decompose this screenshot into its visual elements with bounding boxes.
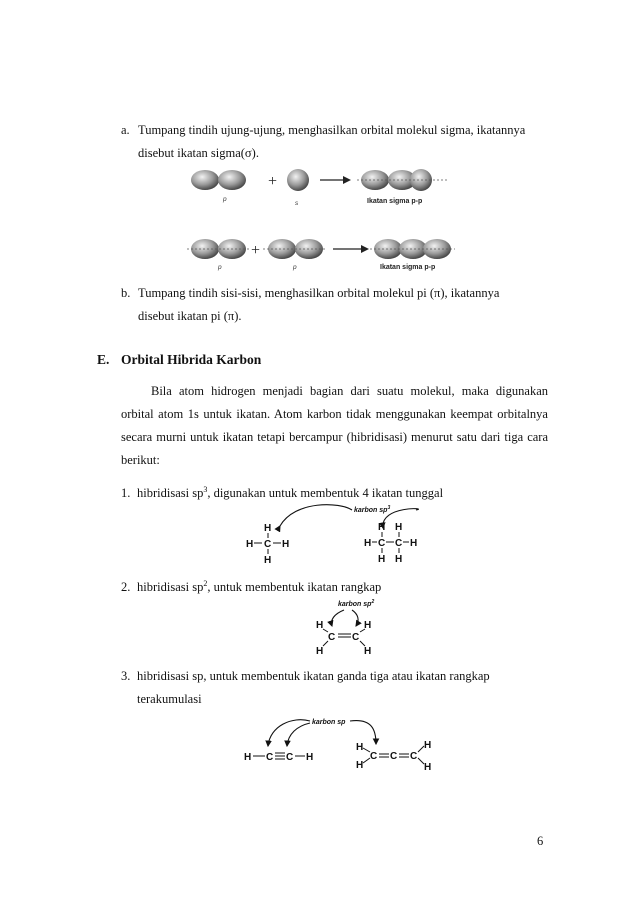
sp3-structure bbox=[240, 500, 480, 570]
list-text-pre: hibridisasi sp bbox=[137, 486, 204, 501]
list-item-2 bbox=[121, 576, 381, 595]
sigma-bond-result-1 bbox=[357, 169, 447, 191]
p-orbital-3 bbox=[263, 239, 327, 259]
svg-text:C: C bbox=[286, 752, 294, 763]
label-karbon-sp2: karbon $sp^2$ bbox=[338, 599, 375, 608]
paragraph-line-1: Bila atom hidrogen menjadi bagian dari suatu molekul, maka digunakan bbox=[151, 384, 548, 398]
svg-text:H: H bbox=[356, 742, 364, 753]
list-text: hibridisasi sp, untuk membentuk ikatan ganda tiga atau ikatan rangkap bbox=[137, 669, 490, 683]
plus-sign: + bbox=[268, 173, 278, 190]
label-sigma-pp-2: Ikatan sigma p-p bbox=[380, 264, 436, 271]
item-b-line1: Tumpang tindih sisi-sisi, menghasilkan orbital molekul pi (π), ikatannya bbox=[138, 286, 500, 300]
svg-text:H: H bbox=[306, 752, 314, 763]
label-karbon-sp3: karbon $sp^3$ bbox=[354, 505, 391, 514]
label-p-3: p bbox=[293, 264, 297, 271]
svg-text:H: H bbox=[264, 523, 272, 534]
s-orbital bbox=[287, 169, 309, 191]
orbital-diagram bbox=[185, 160, 455, 280]
section-letter: E. bbox=[97, 352, 110, 367]
list-text-post: , digunakan untuk membentuk 4 ikatan tunggal bbox=[207, 486, 444, 501]
label-s: s bbox=[295, 200, 299, 207]
arrow-2 bbox=[333, 245, 369, 253]
svg-text:H: H bbox=[364, 646, 372, 657]
section-title: Orbital Hibrida Karbon bbox=[121, 352, 262, 367]
sigma-overlap-figure bbox=[185, 160, 455, 280]
curved-arrow bbox=[280, 505, 352, 526]
label-p: p bbox=[223, 196, 227, 203]
item-a-line2: disebut ikatan sigma(σ). bbox=[138, 146, 259, 160]
svg-text:C: C bbox=[410, 751, 418, 762]
svg-text:C: C bbox=[264, 539, 272, 550]
svg-text:C: C bbox=[370, 751, 378, 762]
svg-text:H: H bbox=[410, 538, 418, 549]
svg-text:H: H bbox=[264, 555, 272, 566]
paragraph-line-4: berikut: bbox=[121, 453, 160, 467]
label-sigma-pp-1: Ikatan sigma p-p bbox=[367, 198, 423, 205]
p-orbital-1 bbox=[191, 170, 246, 190]
item-a-marker: a. bbox=[121, 123, 130, 137]
paragraph bbox=[121, 380, 548, 472]
plus-sign-2: + bbox=[251, 242, 261, 259]
svg-text:H: H bbox=[378, 554, 386, 565]
sp-structure bbox=[242, 712, 442, 772]
svg-text:C: C bbox=[352, 632, 360, 643]
label-p-2: p bbox=[218, 264, 222, 271]
list-text-pre: hibridisasi sp bbox=[137, 580, 204, 595]
item-a-line1: Tumpang tindih ujung-ujung, menghasilkan orbital molekul sigma, ikatannya bbox=[138, 123, 526, 137]
page-number: 6 bbox=[537, 834, 544, 848]
svg-text:C: C bbox=[395, 538, 403, 549]
paragraph-line-2: orbital atom 1s untuk ikatan. Atom karbon tidak menggunakan keempat orbitalnya bbox=[121, 407, 548, 421]
arrow bbox=[320, 176, 351, 184]
list-item-3-line2: terakumulasi bbox=[137, 692, 202, 706]
item-b-marker: b. bbox=[121, 286, 131, 300]
list-num: 3. bbox=[121, 669, 131, 683]
svg-text:H: H bbox=[424, 740, 432, 751]
svg-text:H: H bbox=[424, 762, 432, 773]
list-item-3 bbox=[121, 668, 490, 684]
svg-text:H: H bbox=[316, 620, 324, 631]
svg-text:C: C bbox=[266, 752, 274, 763]
svg-text:H: H bbox=[364, 620, 372, 631]
svg-text:H: H bbox=[364, 538, 372, 549]
svg-text:H: H bbox=[395, 554, 403, 565]
list-num: 2. bbox=[121, 580, 131, 595]
svg-text:C: C bbox=[328, 632, 336, 643]
svg-text:H: H bbox=[282, 539, 290, 550]
svg-text:H: H bbox=[356, 760, 364, 771]
list-sup: 2 bbox=[203, 579, 208, 588]
svg-text:H: H bbox=[395, 522, 403, 533]
p-orbital-2 bbox=[187, 239, 250, 259]
list-num: 1. bbox=[121, 486, 131, 501]
list-item-1 bbox=[121, 482, 443, 501]
svg-text:H: H bbox=[378, 522, 386, 533]
item-b-line2: disebut ikatan pi (π). bbox=[138, 309, 242, 323]
svg-text:H: H bbox=[244, 752, 252, 763]
svg-text:C: C bbox=[390, 751, 398, 762]
svg-text:H: H bbox=[316, 646, 324, 657]
svg-text:H: H bbox=[246, 539, 254, 550]
paragraph-line-3: secara murni untuk ikatan tetapi bercampur (hibridisasi) menurut satu dari tiga cara bbox=[121, 430, 548, 444]
svg-text:C: C bbox=[378, 538, 386, 549]
list-text-post: , untuk membentuk ikatan rangkap bbox=[207, 580, 382, 595]
sigma-bond-result-2 bbox=[370, 239, 476, 259]
list-sup: 3 bbox=[203, 485, 208, 494]
sp2-structure bbox=[308, 596, 398, 658]
label-karbon-sp: karbon sp bbox=[312, 719, 346, 726]
